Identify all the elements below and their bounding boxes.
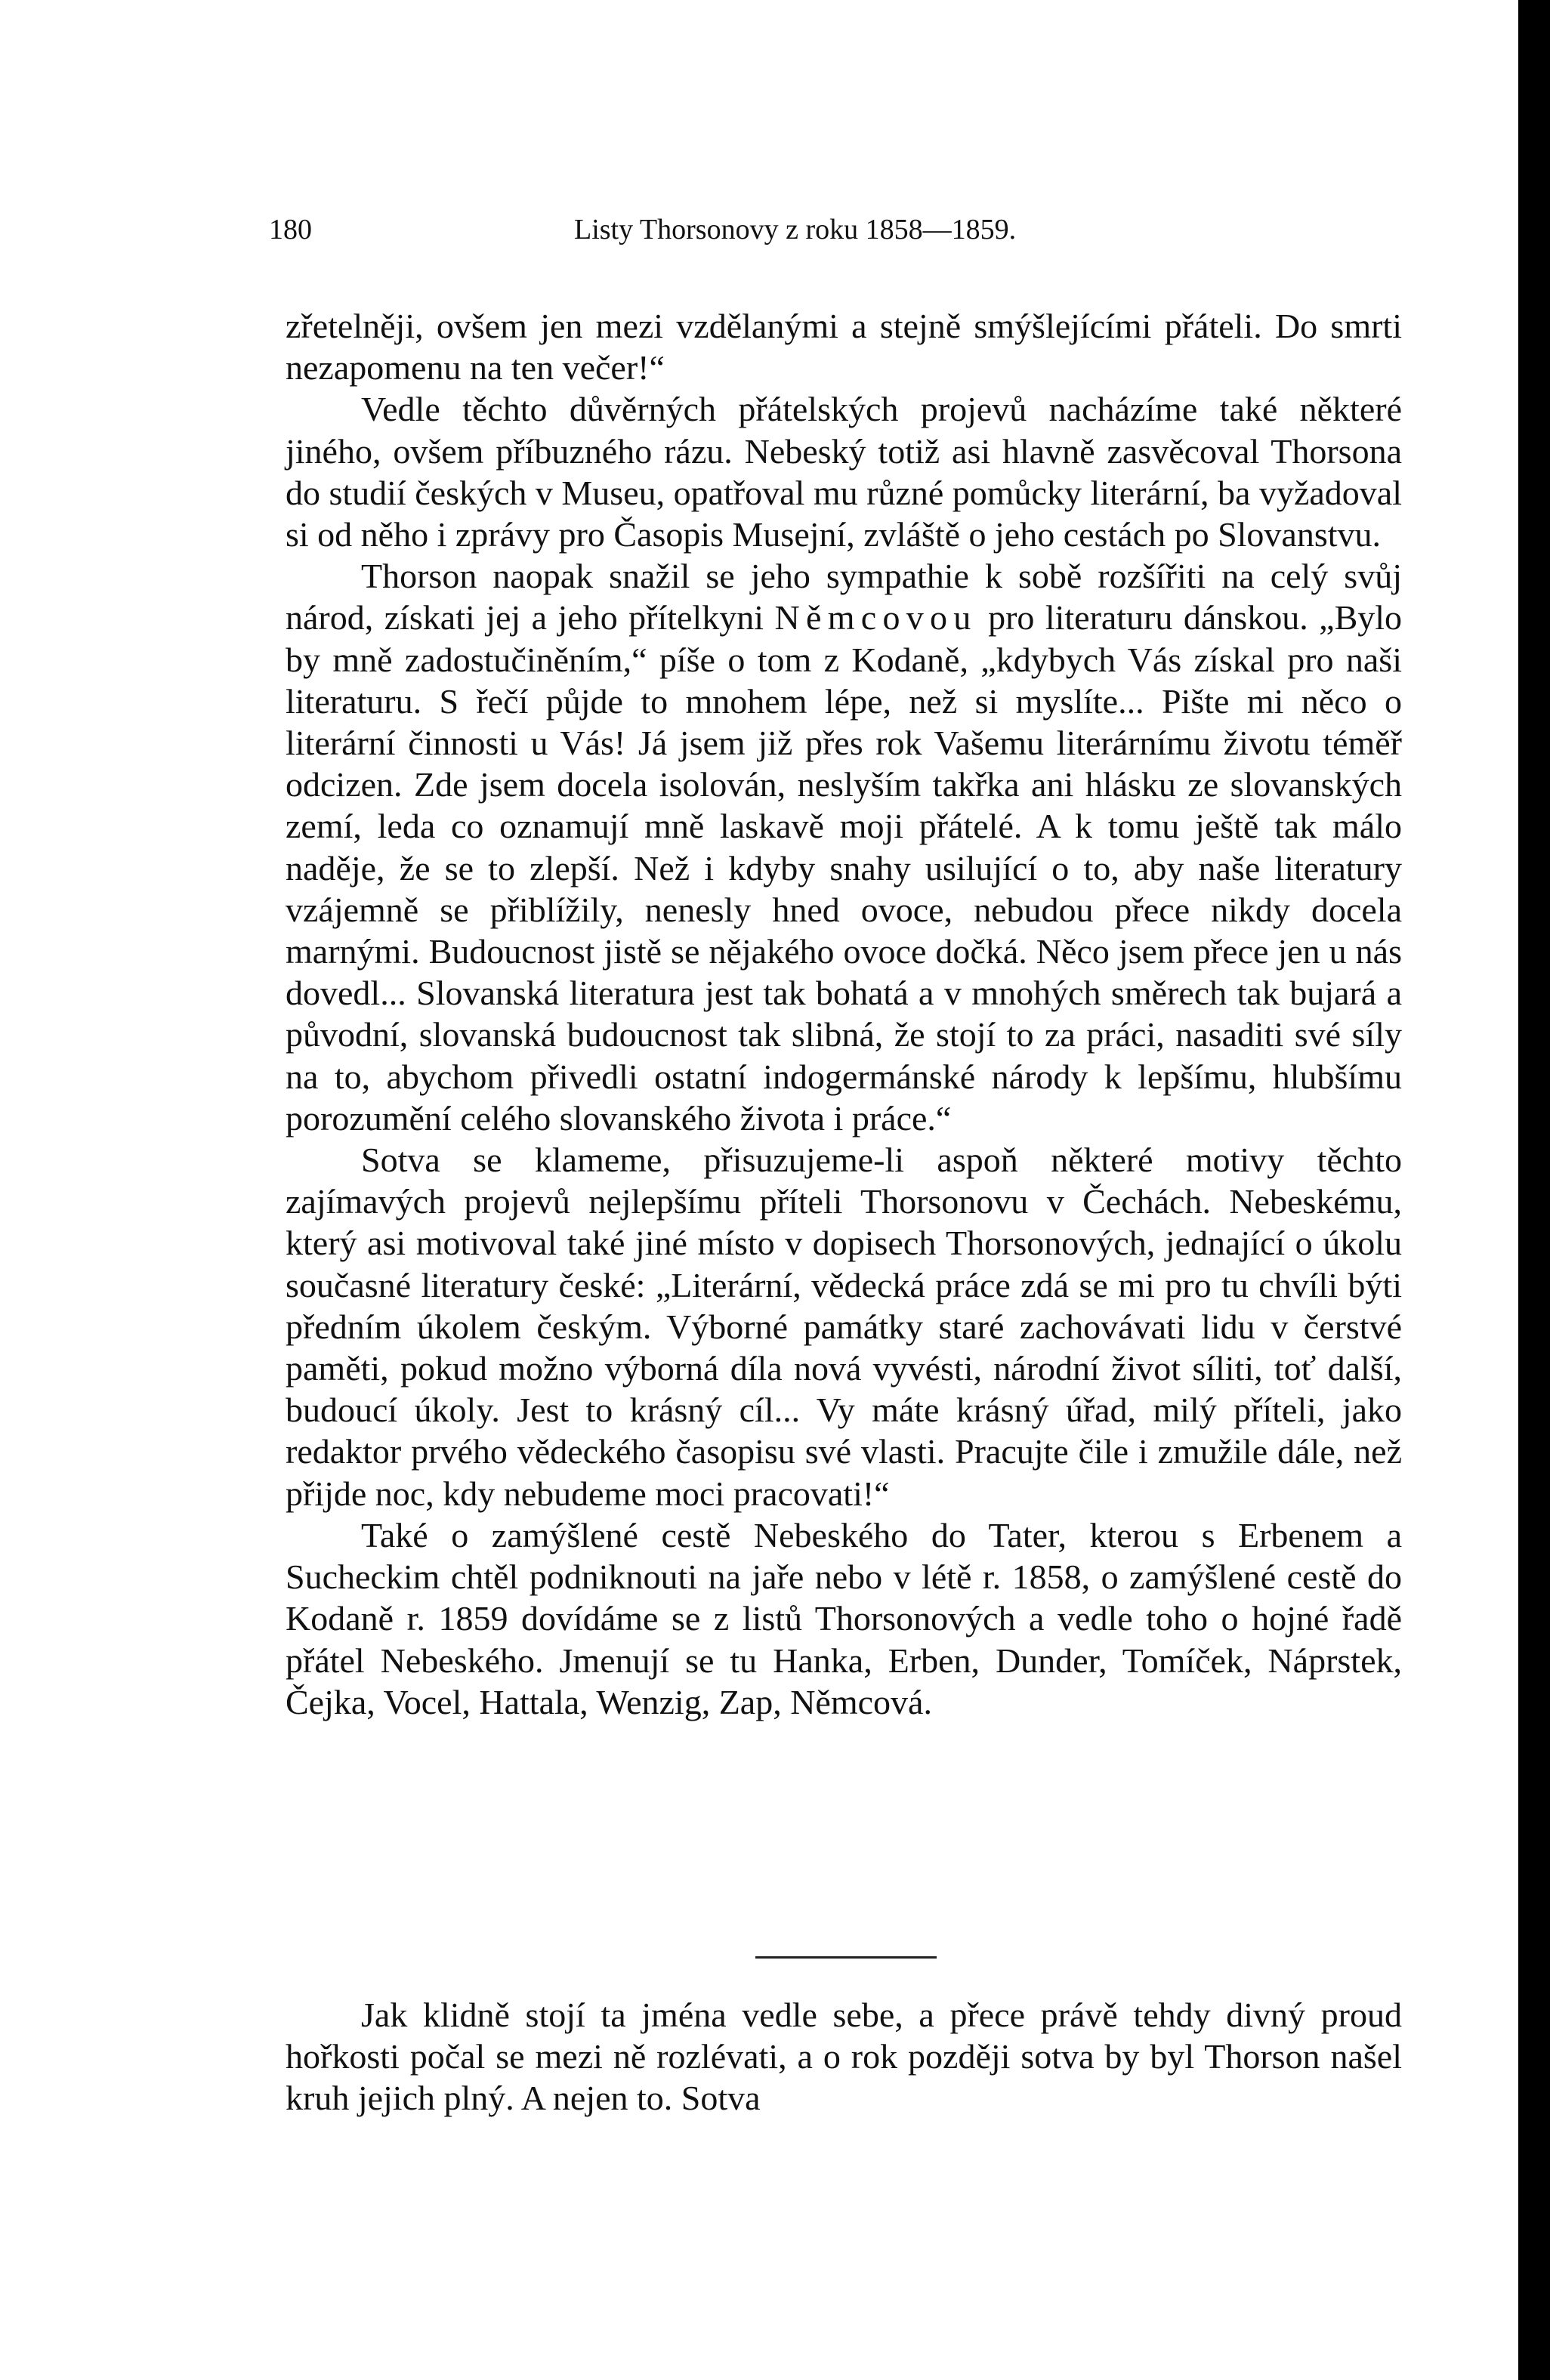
spaced-name: Němcovou (774, 598, 977, 637)
body-text-continued (286, 1994, 1402, 2119)
paragraph-3-text-after: pro literaturu dánskou. „Bylo by mně zadostučiněním,“ píše o tom z Kodaně, „kdybych Vás získal pro naši literaturu. S řečí půjde to mnohem lépe, než si myslíte... Pište mi něco o literární činnosti u Vás! Já jsem již přes rok Vašemu literárnímu životu téměř odcizen. Zde jsem docela isolován, neslyším takřka ani hlásku ze slovanských zemí, leda co oznamují mně laskavě moji přátelé. A k tomu ještě tak málo naděje, že se to zlepší. Než i kdyby snahy usilující o to, aby naše literatury vzájemně se přiblížily, nenesly hned ovoce, nebudou přece nikdy docela marnými. Budoucnost jistě se nějakého ovoce dočká. Něco jsem přece jen u nás dovedl... Slovanská literatura jest tak bohatá a v mnohých směrech tak bujará a původní, slovanská budoucnost tak slibná, že stojí to za práci, nasaditi své síly na to, abychom přivedli ostatní indogermánské národy k lepšímu, hlubšímu porozumění celého slovanského života i práce.“ (286, 598, 1403, 1138)
scan-edge (1518, 0, 1550, 2380)
paragraph-2: Vedle těchto důvěrných přátelských projevů nacházíme také některé jiného, ovšem příbuzného rázu. Nebeský totiž asi hlavně zasvěcoval Thorsona do studií českých v Museu, opatřoval mu různé pomůcky literární, ba vyžadoval si od něho i zprávy pro Časopis Musejní, zvláště o jeho cestách po Slovanstvu. (286, 390, 1402, 554)
paragraph-5: Také o zamýšlené cestě Nebeského do Tater, kterou s Erbenem a Sucheckim chtěl podniknouti na jaře nebo v létě r. 1858, o zamýšlené cestě do Kodaně r. 1859 dovídáme se z listů Thorsonových a vedle toho o hojné řadě přátel Nebeského. Jmenují se tu Hanka, Erben, Dunder, Tomíček, Náprstek, Čejka, Vocel, Hattala, Wenzig, Zap, Němcová. (286, 1515, 1402, 1721)
paragraph-4: Sotva se klameme, přisuzujeme-li aspoň některé motivy těchto zajímavých projevů nejlepšímu příteli Thorsonovu v Čechách. Nebeskému, který asi motivoval také jiné místo v dopisech Thorsonových, jednající o úkolu současné literatury české: „Literární, vědecká práce zdá se mi pro tu chvíli býti předním úkolem českým. Výborné památky staré zachovávati lidu v čerstvé paměti, pokud možno výborná díla nová vyvésti, národní život síliti, toť další, budoucí úkoly. Jest to krásný cíl... Vy máte krásný úřad, milý příteli, jako redaktor prvého vědeckého časopisu své vlasti. Pracujte čile i zmužile dále, než přijde noc, kdy nebudeme moci pracovati!“ (286, 1141, 1402, 1513)
page-header (269, 213, 1107, 258)
page-number: 180 (269, 214, 312, 245)
body-text (286, 305, 1402, 1723)
paragraph-1: zřetelněji, ovšem jen mezi vzdělanými a stejně smýšlejícími přáteli. Do smrti nezapomenu na ten večer!“ (286, 307, 1402, 387)
paragraph-3-text-before: Thorson naopak snažil se jeho sympathie k sobě rozšířiti na celý svůj národ, získati jej a jeho přítelkyni (286, 557, 1402, 637)
running-title: Listy Thorsonovy z roku 1858—1859. (574, 214, 1017, 245)
paragraph-6: Jak klidně stojí ta jména vedle sebe, a přece právě tehdy divný proud hořkosti počal se mezi ně rozlévati, a o rok později sotva by byl Thorson našel kruh jejich plný. A nejen to. Sotva (286, 1996, 1402, 2118)
section-divider (755, 1956, 937, 1959)
paragraph-3 (286, 555, 1402, 1139)
